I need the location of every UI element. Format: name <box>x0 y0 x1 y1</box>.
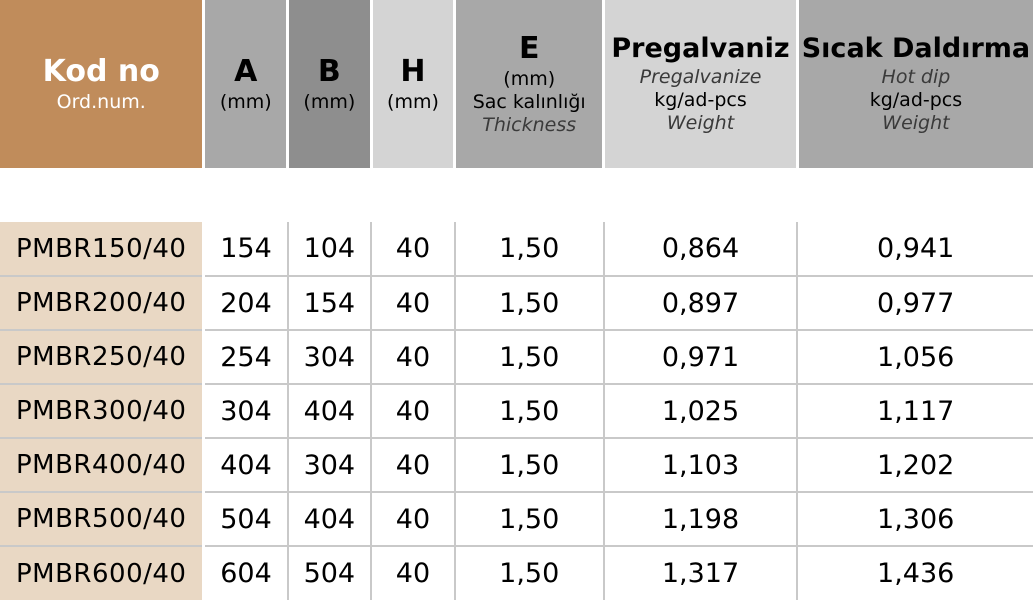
cell-h: 40 <box>371 546 455 600</box>
cell-a: 604 <box>204 546 288 600</box>
cell-b: 304 <box>288 330 372 384</box>
cell-e: 1,50 <box>455 492 604 546</box>
table-row <box>0 546 1033 600</box>
cell-a: 254 <box>204 330 288 384</box>
column-header-pregalvaniz-unit: kg/ad-pcs <box>654 88 747 111</box>
cell-h: 40 <box>371 384 455 438</box>
column-header-sicak-daldirma-title: Sıcak Daldırma <box>801 32 1031 64</box>
header-body-separator <box>0 168 1033 222</box>
column-header-e-title: E <box>518 30 540 66</box>
column-header-e-unit: (mm) <box>503 67 556 90</box>
cell-sicak-daldirma: 0,941 <box>797 222 1033 276</box>
cell-a: 504 <box>204 492 288 546</box>
cell-sicak-daldirma: 0,977 <box>797 276 1033 330</box>
column-header-pregalvaniz-subtitle-en: Weight <box>666 112 735 135</box>
cell-kod-no: PMBR200/40 <box>0 276 204 330</box>
cell-kod-no: PMBR400/40 <box>0 438 204 492</box>
cell-a: 304 <box>204 384 288 438</box>
column-header-h <box>371 0 455 168</box>
cell-e: 1,50 <box>455 276 604 330</box>
cell-pregalvaniz: 1,103 <box>604 438 798 492</box>
column-header-sicak-daldirma <box>797 0 1033 168</box>
column-header-h-title: H <box>400 54 426 90</box>
cell-e: 1,50 <box>455 222 604 276</box>
column-header-sicak-daldirma-unit: kg/ad-pcs <box>869 88 963 111</box>
cell-pregalvaniz: 1,025 <box>604 384 798 438</box>
column-header-b-unit: (mm) <box>303 90 356 113</box>
cell-pregalvaniz: 1,317 <box>604 546 798 600</box>
cell-a: 404 <box>204 438 288 492</box>
column-header-a-unit: (mm) <box>219 90 272 113</box>
cell-h: 40 <box>371 330 455 384</box>
column-header-a-title: A <box>234 54 258 90</box>
cell-kod-no: PMBR600/40 <box>0 546 204 600</box>
cell-e: 1,50 <box>455 384 604 438</box>
cell-pregalvaniz: 1,198 <box>604 492 798 546</box>
column-header-b <box>288 0 372 168</box>
cell-h: 40 <box>371 492 455 546</box>
cell-h: 40 <box>371 276 455 330</box>
column-header-pregalvaniz-title: Pregalvaniz <box>611 32 790 64</box>
cell-sicak-daldirma: 1,202 <box>797 438 1033 492</box>
column-header-e <box>455 0 604 168</box>
cell-sicak-daldirma: 1,056 <box>797 330 1033 384</box>
cell-sicak-daldirma: 1,306 <box>797 492 1033 546</box>
cell-b: 504 <box>288 546 372 600</box>
cell-h: 40 <box>371 222 455 276</box>
column-header-e-subtitle-en: Thickness <box>482 113 577 136</box>
cell-kod-no: PMBR250/40 <box>0 330 204 384</box>
cell-a: 154 <box>204 222 288 276</box>
column-header-kod-no <box>0 0 204 168</box>
column-header-kod-no-subtitle: Ord.num. <box>56 90 146 113</box>
cell-b: 154 <box>288 276 372 330</box>
table-row <box>0 384 1033 438</box>
cell-sicak-daldirma: 1,436 <box>797 546 1033 600</box>
cell-h: 40 <box>371 438 455 492</box>
cell-pregalvaniz: 0,897 <box>604 276 798 330</box>
cell-b: 304 <box>288 438 372 492</box>
cell-e: 1,50 <box>455 330 604 384</box>
column-header-b-title: B <box>317 54 341 90</box>
column-header-sicak-daldirma-subtitle-en: Weight <box>882 112 950 135</box>
cell-b: 404 <box>288 384 372 438</box>
table-row <box>0 330 1033 384</box>
column-header-pregalvaniz <box>604 0 798 168</box>
column-header-h-unit: (mm) <box>387 90 439 113</box>
table-row <box>0 222 1033 276</box>
table-row <box>0 438 1033 492</box>
column-header-e-subtitle-tr: Sac kalınlığı <box>472 90 586 113</box>
cell-kod-no: PMBR150/40 <box>0 222 204 276</box>
table-header <box>0 0 1033 168</box>
cell-kod-no: PMBR500/40 <box>0 492 204 546</box>
cell-b: 404 <box>288 492 372 546</box>
column-header-pregalvaniz-title-en: Pregalvanize <box>639 65 762 88</box>
cell-sicak-daldirma: 1,117 <box>797 384 1033 438</box>
column-header-kod-no-title: Kod no <box>42 54 160 90</box>
table-row <box>0 492 1033 546</box>
column-header-a <box>204 0 288 168</box>
table-body <box>0 168 1033 600</box>
table-header-row <box>0 0 1033 168</box>
cell-b: 104 <box>288 222 372 276</box>
cell-e: 1,50 <box>455 546 604 600</box>
table-row <box>0 276 1033 330</box>
cell-pregalvaniz: 0,864 <box>604 222 798 276</box>
cell-kod-no: PMBR300/40 <box>0 384 204 438</box>
cell-pregalvaniz: 0,971 <box>604 330 798 384</box>
column-header-sicak-daldirma-title-en: Hot dip <box>881 65 951 88</box>
cell-a: 204 <box>204 276 288 330</box>
cell-e: 1,50 <box>455 438 604 492</box>
